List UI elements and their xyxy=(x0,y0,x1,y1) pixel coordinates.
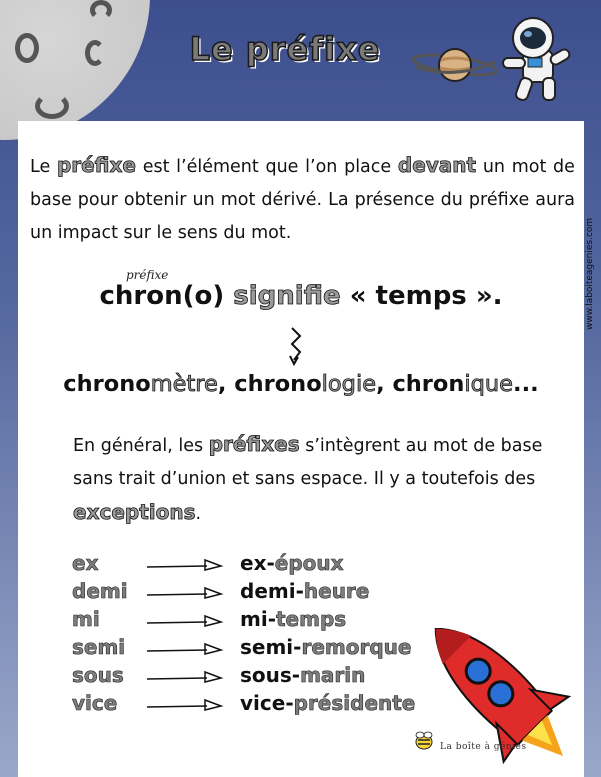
derived-word: demi-heure xyxy=(240,579,370,603)
prefix-word: sous xyxy=(72,663,124,687)
prefix-word: mi xyxy=(72,607,100,631)
exceptions-list xyxy=(70,551,470,719)
derived-word: sous-marin xyxy=(240,663,366,687)
logo-text: La boîte à génies xyxy=(440,742,527,752)
prefix-word: semi xyxy=(72,635,126,659)
formula-meaning: « temps ». xyxy=(349,281,503,311)
derived-word: semi-remorque xyxy=(240,635,412,659)
keyword-prefixes: préfixes xyxy=(208,432,300,456)
prefix-formula xyxy=(18,281,584,311)
arrow-right-icon xyxy=(145,558,225,572)
list-item xyxy=(70,663,470,691)
keyword-devant: devant xyxy=(397,153,477,177)
prefix-word: ex xyxy=(72,551,99,575)
arrow-right-icon xyxy=(145,586,225,600)
zigzag-arrow-icon xyxy=(288,326,304,366)
website-credit: www.laboiteagenies.com xyxy=(585,217,595,330)
example-word: chronologie, xyxy=(234,371,393,397)
moon-illustration xyxy=(0,0,150,140)
keyword-prefixe: préfixe xyxy=(56,153,136,177)
list-item xyxy=(70,551,470,579)
intro-paragraph: Le préfixe est l’élément que l’on place devant un mot de base pour obtenir un mot dérivé. La présence du préfixe aura un impact sur le sens du mot. xyxy=(30,153,575,243)
arrow-right-icon xyxy=(145,614,225,628)
rule-paragraph: En général, les préfixes s’intègrent au mot de base sans trait d’union et sans espace. Il y a toutefois des exceptions. xyxy=(73,432,543,524)
prefix-word: vice xyxy=(72,691,118,715)
astronaut-icon xyxy=(488,10,578,110)
arrow-right-icon xyxy=(145,670,225,684)
list-item xyxy=(70,691,470,719)
derived-word: mi-temps xyxy=(240,607,347,631)
prefix-label: préfixe xyxy=(126,268,169,282)
keyword-exceptions: exceptions xyxy=(73,500,196,524)
formula-signifie: signifie xyxy=(233,281,341,311)
example-word: chronique... xyxy=(392,371,539,397)
planet-icon xyxy=(410,40,500,90)
formula-root: chron(o) xyxy=(99,281,225,311)
list-item xyxy=(70,607,470,635)
arrow-right-icon xyxy=(145,642,225,656)
derived-word: ex-époux xyxy=(240,551,344,575)
list-item xyxy=(70,579,470,607)
page-title: Le préfixe xyxy=(189,30,381,68)
derived-word: vice-présidente xyxy=(240,691,416,715)
prefix-word: demi xyxy=(72,579,128,603)
example-word: chronomètre, xyxy=(63,371,235,397)
arrow-right-icon xyxy=(145,698,225,712)
list-item xyxy=(70,635,470,663)
examples-line xyxy=(18,371,584,397)
